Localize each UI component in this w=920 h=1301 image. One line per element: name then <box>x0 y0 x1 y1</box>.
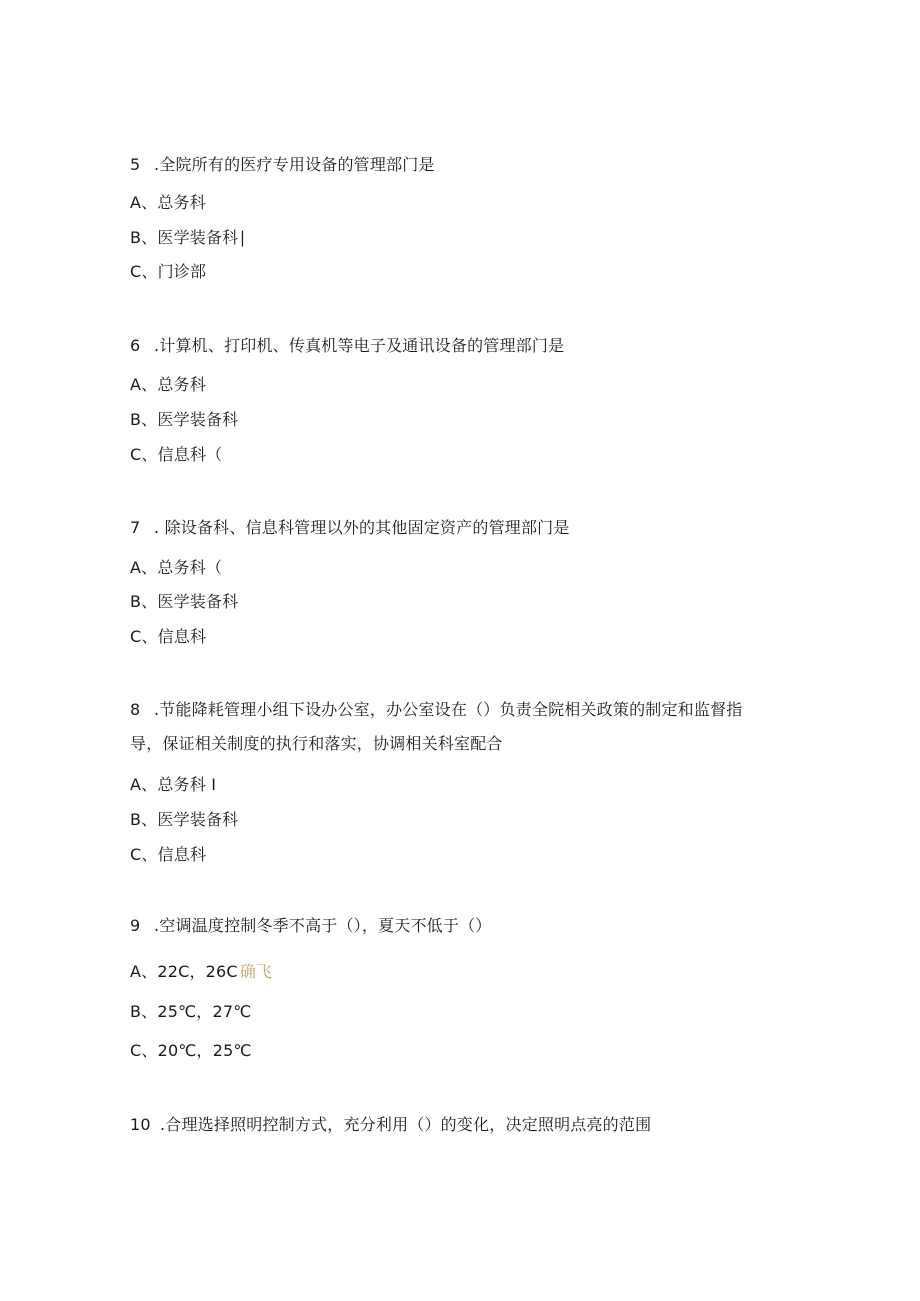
option-a-text: A、22C，26C <box>130 962 238 981</box>
question-text: .全院所有的医疗专用设备的管理部门是 <box>154 155 435 174</box>
option-a: A、总务科 <box>130 375 206 394</box>
question-7 <box>130 518 570 538</box>
question-number: 9 <box>130 916 141 935</box>
question-text: .合理选择照明控制方式，充分利用（）的变化，决定照明点亮的范围 <box>160 1115 652 1134</box>
option-c: C、信息科 <box>130 845 207 864</box>
option-a: A、总务科 <box>130 193 206 212</box>
question-number: 10 <box>130 1115 151 1134</box>
question-8 <box>130 700 743 720</box>
question-8-continuation: 导，保证相关制度的执行和落实，协调相关科室配合 <box>130 734 503 753</box>
option-a: A、总务科 I <box>130 775 217 794</box>
question-text: .节能降耗管理小组下设办公室，办公室设在（）负责全院相关政策的制定和监督指 <box>154 700 743 719</box>
question-text: .计算机、打印机、传真机等电子及通讯设备的管理部门是 <box>154 336 565 355</box>
option-a <box>130 962 272 982</box>
question-10 <box>130 1115 651 1135</box>
option-c: C、20℃，25℃ <box>130 1041 252 1060</box>
option-b: B、医学装备科∣ <box>130 228 247 247</box>
question-9 <box>130 916 492 936</box>
option-a: A、总务科（ <box>130 558 223 577</box>
question-number: 8 <box>130 700 141 719</box>
question-6 <box>130 336 564 356</box>
option-c: C、信息科（ <box>130 445 223 464</box>
question-text: .空调温度控制冬季不高于（），夏天不低于（） <box>154 916 492 935</box>
question-number: 6 <box>130 336 141 355</box>
option-b: B、医学装备科 <box>130 592 239 611</box>
option-b: B、医学装备科 <box>130 410 239 429</box>
option-c: C、信息科 <box>130 627 207 646</box>
handwritten-annotation: 确飞 <box>239 962 273 981</box>
question-5 <box>130 155 435 175</box>
question-text: . 除设备科、信息科管理以外的其他固定资产的管理部门是 <box>154 518 570 537</box>
question-number: 5 <box>130 155 141 174</box>
option-b: B、医学装备科 <box>130 810 239 829</box>
option-c: C、门诊部 <box>130 262 207 281</box>
option-b: B、25℃，27℃ <box>130 1002 252 1021</box>
question-number: 7 <box>130 518 141 537</box>
